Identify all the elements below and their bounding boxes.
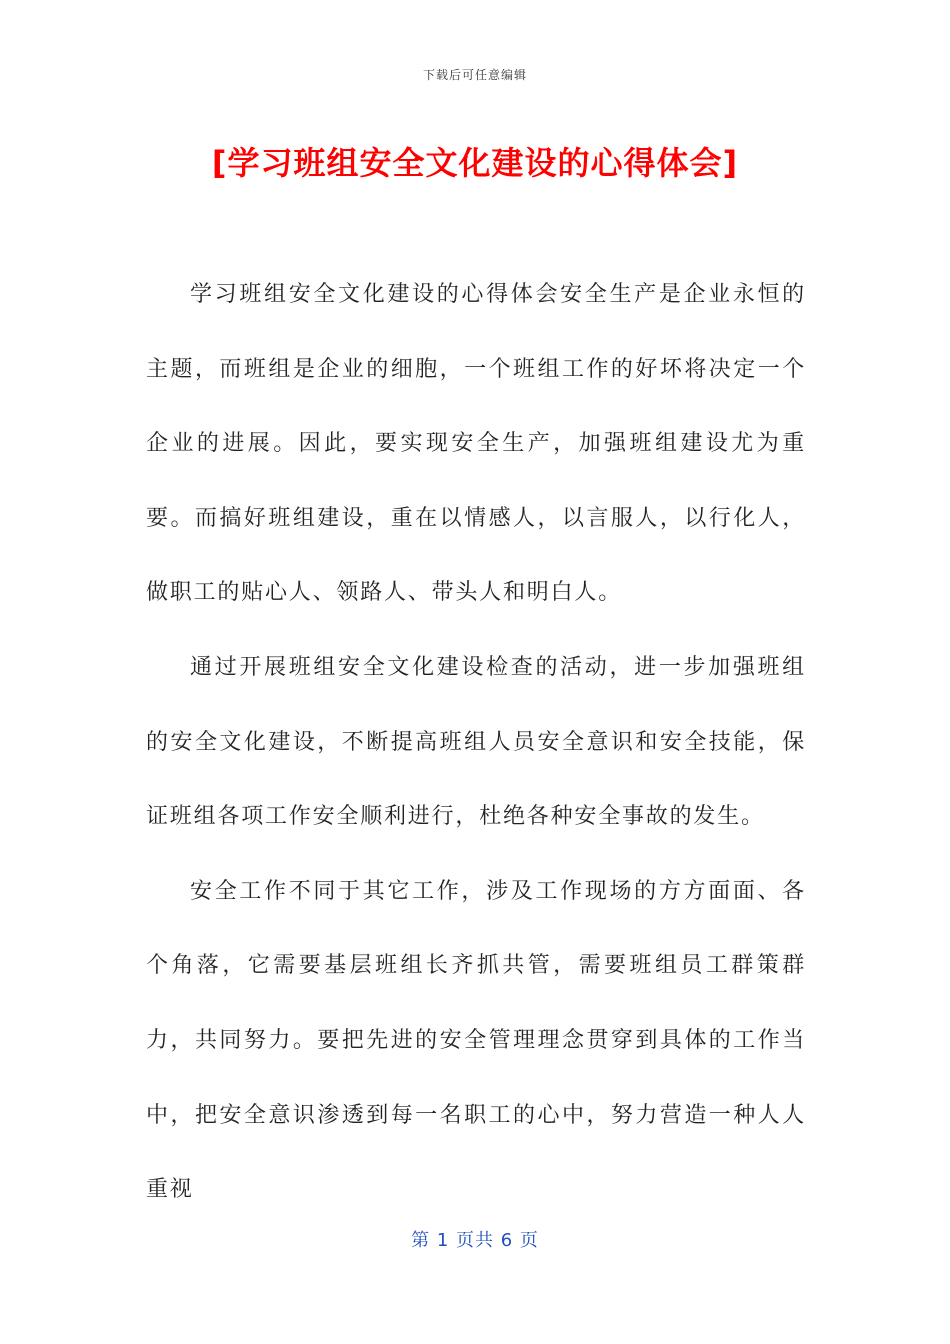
page-footer [0, 1226, 950, 1252]
header-note: 下载后可任意编辑 [422, 68, 527, 82]
page-number-label: 第 1 页共 6 页 [411, 1230, 539, 1251]
paragraph-3: 安全工作不同于其它工作，涉及工作现场的方方面面、各个角落，它需要基层班组长齐抓共管，需要班组员工群策群力，共同努力。要把先进的安全管理理念贯穿到具体的工作当中，把安全意识渗透到每一名职工的心中，努力营造一种人人重视 [146, 878, 806, 1203]
document-title: [学习班组安全文化建设的心得体会] [211, 144, 739, 182]
paragraph-1: 学习班组安全文化建设的心得体会安全生产是企业永恒的主题，而班组是企业的细胞，一个班组工作的好坏将决定一个企业的进展。因此，要实现安全生产，加强班组建设尤为重要。而搞好班组建设，重在以情感人，以言服人，以行化人，做职工的贴心人、领路人、带头人和明白人。 [146, 282, 806, 606]
document-body [146, 258, 806, 1228]
paragraph-2: 通过开展班组安全文化建设检查的活动，进一步加强班组的安全文化建设，不断提高班组人员安全意识和安全技能，保证班组各项工作安全顺利进行，杜绝各种安全事故的发生。 [146, 654, 806, 830]
